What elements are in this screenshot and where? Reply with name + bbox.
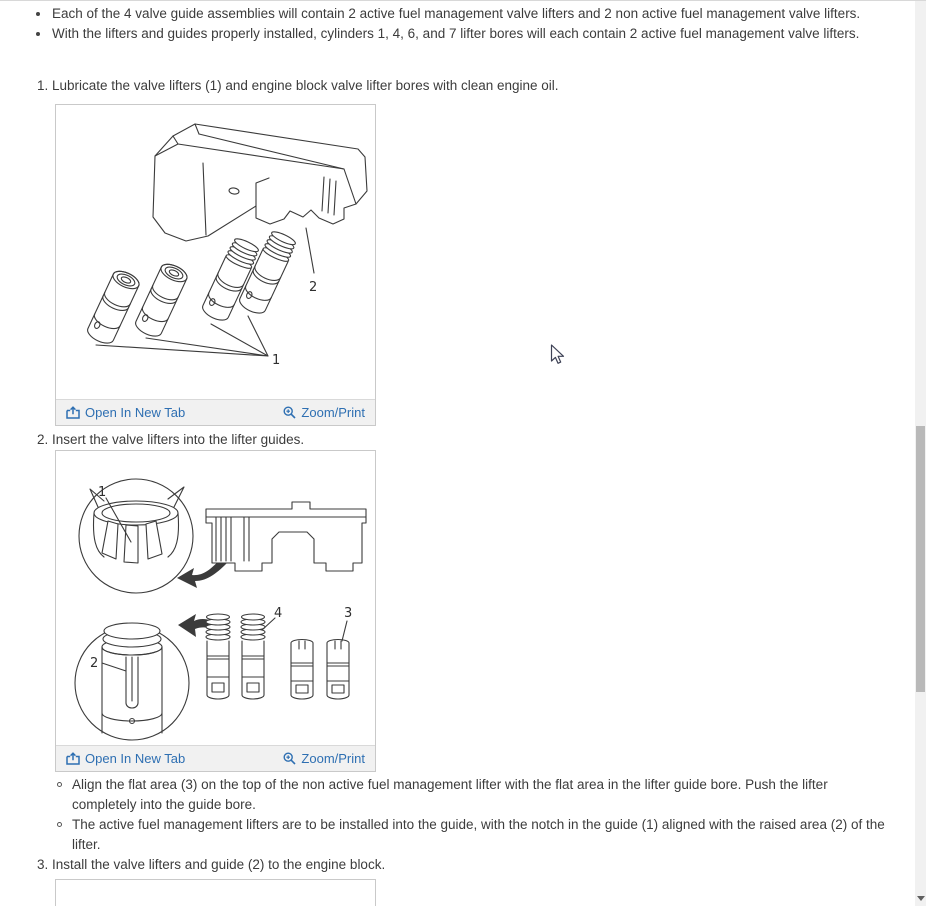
sub-note-text: The active fuel management lifters are to be installed into the guide, with the notch in the guide (1) aligned with the raised area (2) of the lifter. [72, 817, 885, 852]
step-2 [30, 430, 890, 855]
figure-3-frame-partial [55, 879, 376, 906]
afm-lifter-b [241, 614, 265, 699]
figure-1-toolbar [56, 399, 375, 425]
open-in-new-tab-icon [66, 406, 80, 419]
step-number: 1. [37, 78, 49, 93]
step-number: 3. [37, 857, 49, 872]
callout-label-2: 2 [309, 280, 318, 295]
step-text: Lubricate the valve lifters (1) and engine block valve lifter bores with clean engine oil. [52, 78, 559, 93]
document-content [0, 1, 926, 906]
zoom-plus-icon [283, 406, 296, 419]
bullet-disc-icon [36, 32, 40, 36]
guide-side-view [206, 502, 366, 571]
vertical-scrollbar[interactable] [915, 1, 926, 906]
open-in-new-tab-label: Open In New Tab [85, 405, 186, 420]
sub-note-item [56, 775, 890, 815]
bullet-ring-icon [57, 782, 62, 787]
open-in-new-tab-link[interactable] [66, 405, 185, 420]
valve-lifter-plain [133, 261, 190, 340]
open-in-new-tab-label: Open In New Tab [85, 751, 186, 766]
callout-3-leader [342, 621, 347, 641]
note-item [30, 4, 862, 24]
step-2-sub-notes [56, 775, 890, 855]
zoom-print-link[interactable] [283, 751, 365, 766]
valve-lifter-plain [85, 268, 142, 347]
callout-label-2: 2 [90, 656, 99, 671]
zoom-print-label: Zoom/Print [301, 751, 365, 766]
bullet-ring-icon [57, 822, 62, 827]
note-item [30, 24, 862, 44]
step-1-text-row [30, 76, 890, 96]
figure-2-frame [55, 450, 376, 772]
chevron-down-icon [917, 896, 925, 901]
figure-1-image[interactable] [56, 105, 375, 399]
scrollbar-thumb[interactable] [916, 426, 925, 692]
step-2-text-row [30, 430, 890, 450]
step-text: Install the valve lifters and guide (2) to the engine block. [52, 857, 386, 872]
step-text: Insert the valve lifters into the lifter guides. [52, 432, 305, 447]
callout-label-1: 1 [98, 485, 107, 500]
figure-2-toolbar [56, 745, 375, 771]
scroll-down-button[interactable] [915, 891, 926, 905]
callout-label-4: 4 [274, 606, 283, 621]
figure-1-frame [55, 104, 376, 426]
non-afm-lifter-d [327, 640, 349, 700]
callout-label-1: 1 [272, 353, 281, 368]
note-text: Each of the 4 valve guide assemblies will contain 2 active fuel management valve lifters and 2 non active fuel management valve lifters. [52, 6, 861, 21]
step-number: 2. [37, 432, 49, 447]
zoom-print-label: Zoom/Print [301, 405, 365, 420]
sub-note-text: Align the flat area (3) on the top of the non active fuel management lifter with the flat area in the lifter guide bore. Push the lifter completely into the guide bore. [72, 777, 828, 812]
step-3-text-row [30, 855, 890, 875]
open-in-new-tab-link[interactable] [66, 751, 185, 766]
callout-2-leader [306, 228, 314, 273]
step-1 [30, 76, 890, 426]
guide-assembly-outline [153, 124, 367, 241]
non-afm-lifter-c [291, 640, 313, 700]
step-3 [30, 855, 890, 906]
figure-2-image[interactable] [56, 451, 375, 745]
callout-label-3: 3 [344, 606, 353, 621]
open-in-new-tab-icon [66, 752, 80, 765]
note-text: With the lifters and guides properly installed, cylinders 1, 4, 6, and 7 lifter bores will each contain 2 active fuel management valve lifters. [52, 26, 860, 41]
zoom-print-link[interactable] [283, 405, 365, 420]
notes-list [30, 4, 890, 44]
bullet-disc-icon [36, 12, 40, 16]
procedure-steps [30, 76, 890, 906]
zoom-plus-icon [283, 752, 296, 765]
afm-lifter-a [206, 614, 230, 699]
sub-note-item [56, 815, 890, 855]
